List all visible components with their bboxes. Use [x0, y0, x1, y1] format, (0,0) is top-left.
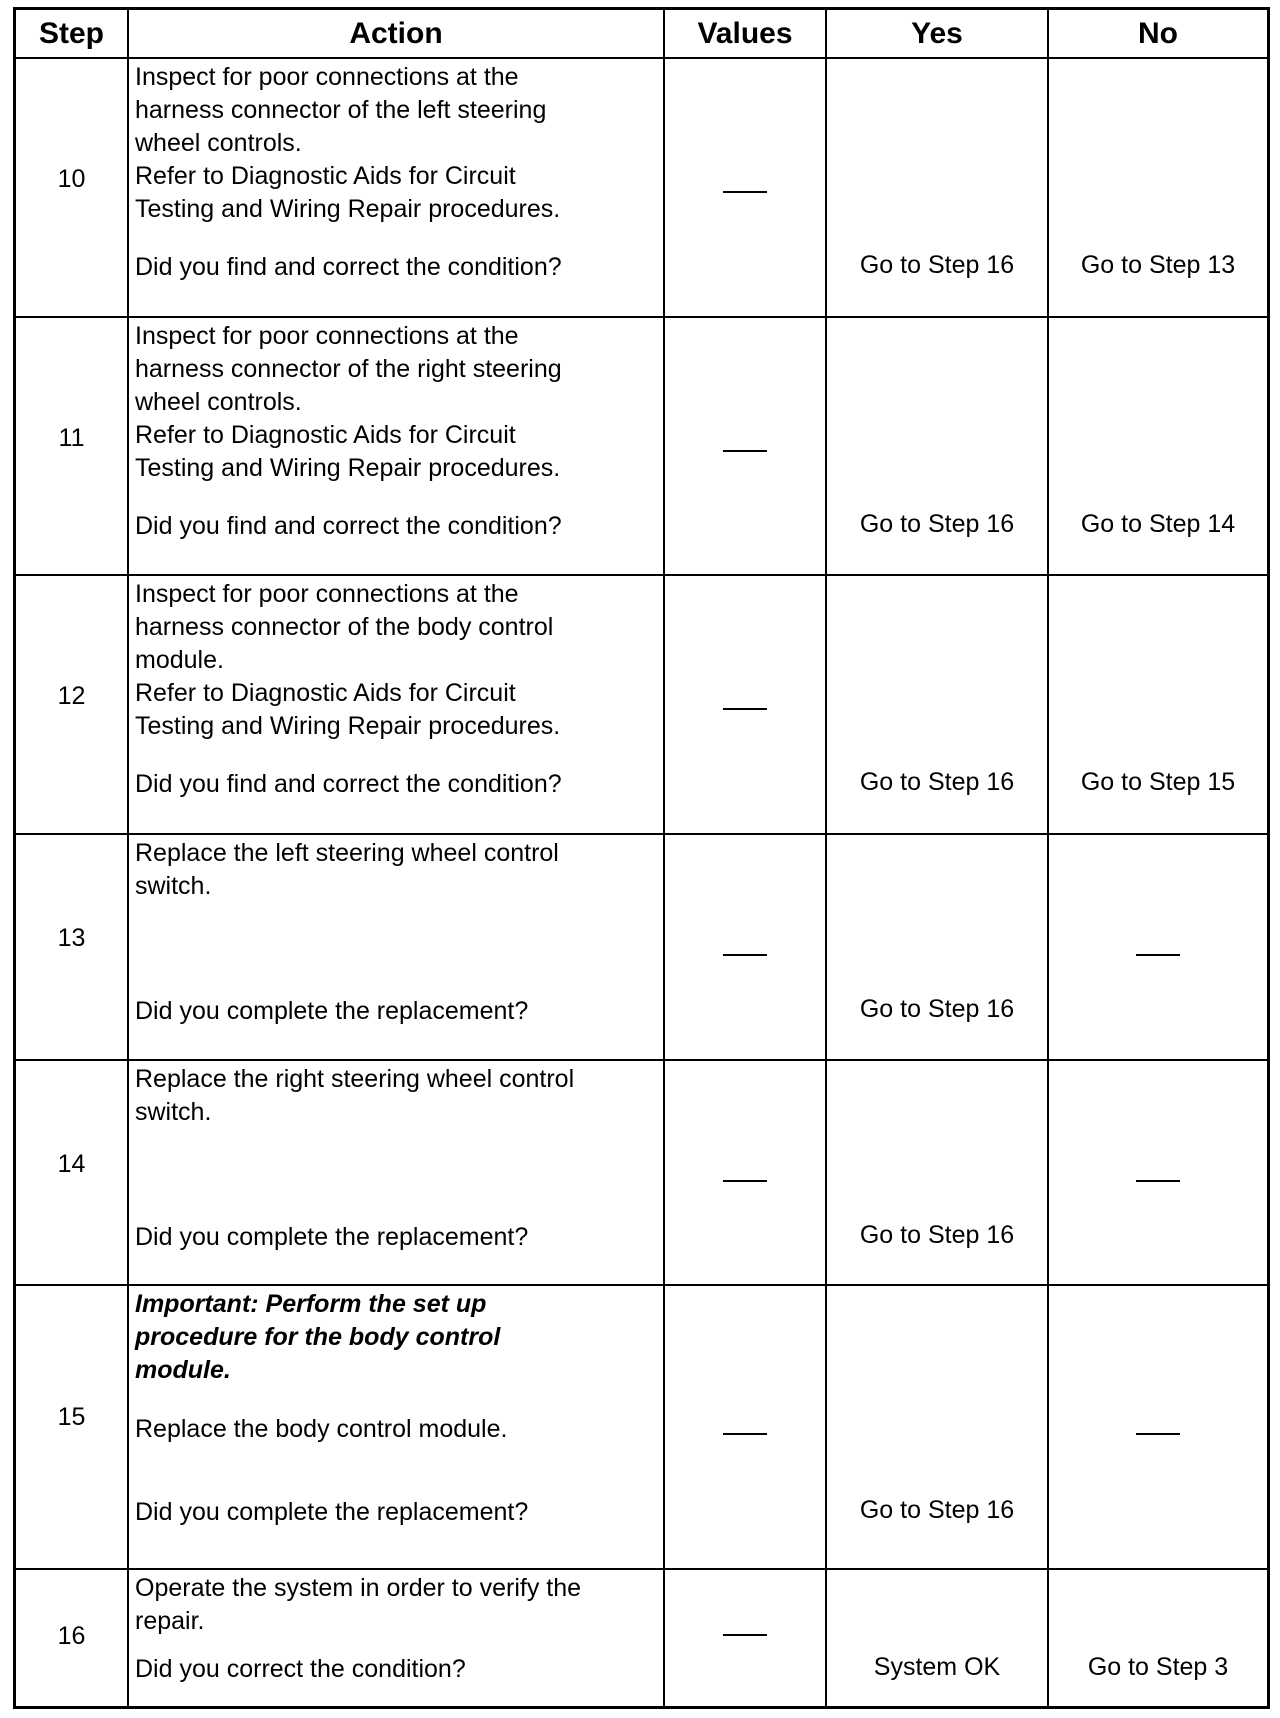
yes-cell — [827, 576, 1049, 833]
action-line: Operate the system in order to verify the — [135, 1574, 582, 1602]
header-yes: Yes — [827, 10, 1049, 57]
header-step: Step — [16, 10, 129, 57]
empty-value-dash — [723, 1634, 767, 1636]
action-cell — [129, 835, 665, 1059]
header-no: No — [1138, 16, 1178, 50]
action-line: harness connector of the body control — [135, 613, 554, 641]
action-text — [135, 837, 659, 1025]
empty-value-dash — [723, 450, 767, 452]
values-cell — [665, 1286, 827, 1568]
values-cell — [665, 59, 827, 316]
empty-no-dash — [1136, 1433, 1180, 1435]
empty-value-dash — [723, 1180, 767, 1182]
values-cell — [665, 835, 827, 1059]
empty-value-dash — [723, 1433, 767, 1435]
action-question: Did you find and correct the condition? — [135, 253, 562, 281]
table-row — [16, 1061, 1267, 1286]
yes-cell — [827, 835, 1049, 1059]
step-cell — [16, 1570, 129, 1706]
no-cell — [1049, 576, 1267, 833]
no-cell — [1049, 1570, 1267, 1706]
action-cell — [129, 1061, 665, 1284]
important-note-line: procedure for the body control — [135, 1323, 501, 1351]
yes-result: Go to Step 16 — [859, 1221, 1015, 1249]
action-line: Testing and Wiring Repair procedures. — [135, 712, 561, 740]
step-number: 16 — [57, 1622, 86, 1650]
table-row — [16, 59, 1267, 318]
diagnostic-table — [13, 7, 1270, 1709]
no-cell — [1049, 59, 1267, 316]
important-note-line: Important: Perform the set up — [135, 1290, 487, 1318]
table-header-row — [16, 10, 1267, 59]
table-row — [16, 1286, 1267, 1570]
action-text — [135, 61, 659, 281]
no-cell — [1049, 1286, 1267, 1568]
values-cell — [665, 318, 827, 574]
yes-cell — [827, 1570, 1049, 1706]
action-line: Refer to Diagnostic Aids for Circuit — [135, 421, 516, 449]
action-text — [135, 1288, 659, 1526]
no-cell — [1049, 835, 1267, 1059]
action-question: Did you find and correct the condition? — [135, 770, 562, 798]
empty-value-dash — [723, 191, 767, 193]
step-number: 13 — [57, 924, 86, 952]
values-cell — [665, 1570, 827, 1706]
step-cell — [16, 576, 129, 833]
action-question: Did you complete the replacement? — [135, 1498, 529, 1526]
empty-no-dash — [1136, 1180, 1180, 1182]
action-line: Replace the right steering wheel control — [135, 1065, 575, 1093]
action-line: Testing and Wiring Repair procedures. — [135, 454, 561, 482]
values-cell — [665, 576, 827, 833]
action-text — [135, 320, 659, 540]
yes-result: System OK — [873, 1653, 1001, 1681]
empty-no-dash — [1136, 954, 1180, 956]
action-line: wheel controls. — [135, 129, 302, 157]
action-line: Refer to Diagnostic Aids for Circuit — [135, 162, 516, 190]
table-row — [16, 576, 1267, 835]
action-line: Refer to Diagnostic Aids for Circuit — [135, 679, 516, 707]
action-line: harness connector of the right steering — [135, 355, 562, 383]
yes-result: Go to Step 16 — [859, 251, 1015, 279]
action-line: module. — [135, 646, 224, 674]
empty-value-dash — [723, 708, 767, 710]
action-line: Replace the body control module. — [135, 1415, 508, 1443]
empty-value-dash — [723, 954, 767, 956]
action-line: harness connector of the left steering — [135, 96, 547, 124]
no-result: Go to Step 3 — [1087, 1653, 1229, 1681]
no-result: Go to Step 15 — [1080, 768, 1236, 796]
yes-result: Go to Step 16 — [859, 510, 1015, 538]
header-action: Action — [129, 10, 665, 57]
step-number: 15 — [57, 1403, 86, 1431]
no-result: Go to Step 13 — [1080, 251, 1236, 279]
action-question: Did you complete the replacement? — [135, 997, 529, 1025]
action-text — [135, 1572, 659, 1683]
yes-cell — [827, 318, 1049, 574]
table-row — [16, 1570, 1267, 1706]
yes-cell — [827, 59, 1049, 316]
action-text — [135, 578, 659, 798]
action-cell — [129, 59, 665, 316]
values-cell — [665, 1061, 827, 1284]
no-cell — [1049, 1061, 1267, 1284]
action-line: Inspect for poor connections at the — [135, 580, 519, 608]
yes-result: Go to Step 16 — [859, 995, 1015, 1023]
action-question: Did you complete the replacement? — [135, 1223, 529, 1251]
step-cell — [16, 1061, 129, 1284]
action-line: switch. — [135, 1098, 212, 1126]
step-cell — [16, 318, 129, 574]
yes-cell — [827, 1286, 1049, 1568]
action-question: Did you find and correct the condition? — [135, 512, 562, 540]
table-row — [16, 835, 1267, 1061]
yes-result: Go to Step 16 — [859, 768, 1015, 796]
action-cell — [129, 318, 665, 574]
no-result: Go to Step 14 — [1080, 510, 1236, 538]
table-row — [16, 318, 1267, 576]
action-line: switch. — [135, 872, 212, 900]
action-cell — [129, 576, 665, 833]
no-cell — [1049, 318, 1267, 574]
header-values: Values — [665, 10, 827, 57]
action-text — [135, 1063, 659, 1251]
action-line: Replace the left steering wheel control — [135, 839, 559, 867]
step-number: 14 — [57, 1150, 86, 1178]
step-cell — [16, 835, 129, 1059]
step-cell — [16, 59, 129, 316]
yes-result: Go to Step 16 — [859, 1496, 1015, 1524]
action-line: Inspect for poor connections at the — [135, 63, 519, 91]
action-question: Did you correct the condition? — [135, 1655, 466, 1683]
action-cell — [129, 1570, 665, 1706]
step-number: 12 — [57, 682, 86, 710]
action-cell — [129, 1286, 665, 1568]
yes-cell — [827, 1061, 1049, 1284]
action-line: Inspect for poor connections at the — [135, 322, 519, 350]
action-line: repair. — [135, 1607, 205, 1635]
action-line: Testing and Wiring Repair procedures. — [135, 195, 561, 223]
important-note-line: module. — [135, 1356, 231, 1384]
step-number: 11 — [58, 424, 85, 452]
action-line: wheel controls. — [135, 388, 302, 416]
step-cell — [16, 1286, 129, 1568]
step-number: 10 — [57, 165, 86, 193]
